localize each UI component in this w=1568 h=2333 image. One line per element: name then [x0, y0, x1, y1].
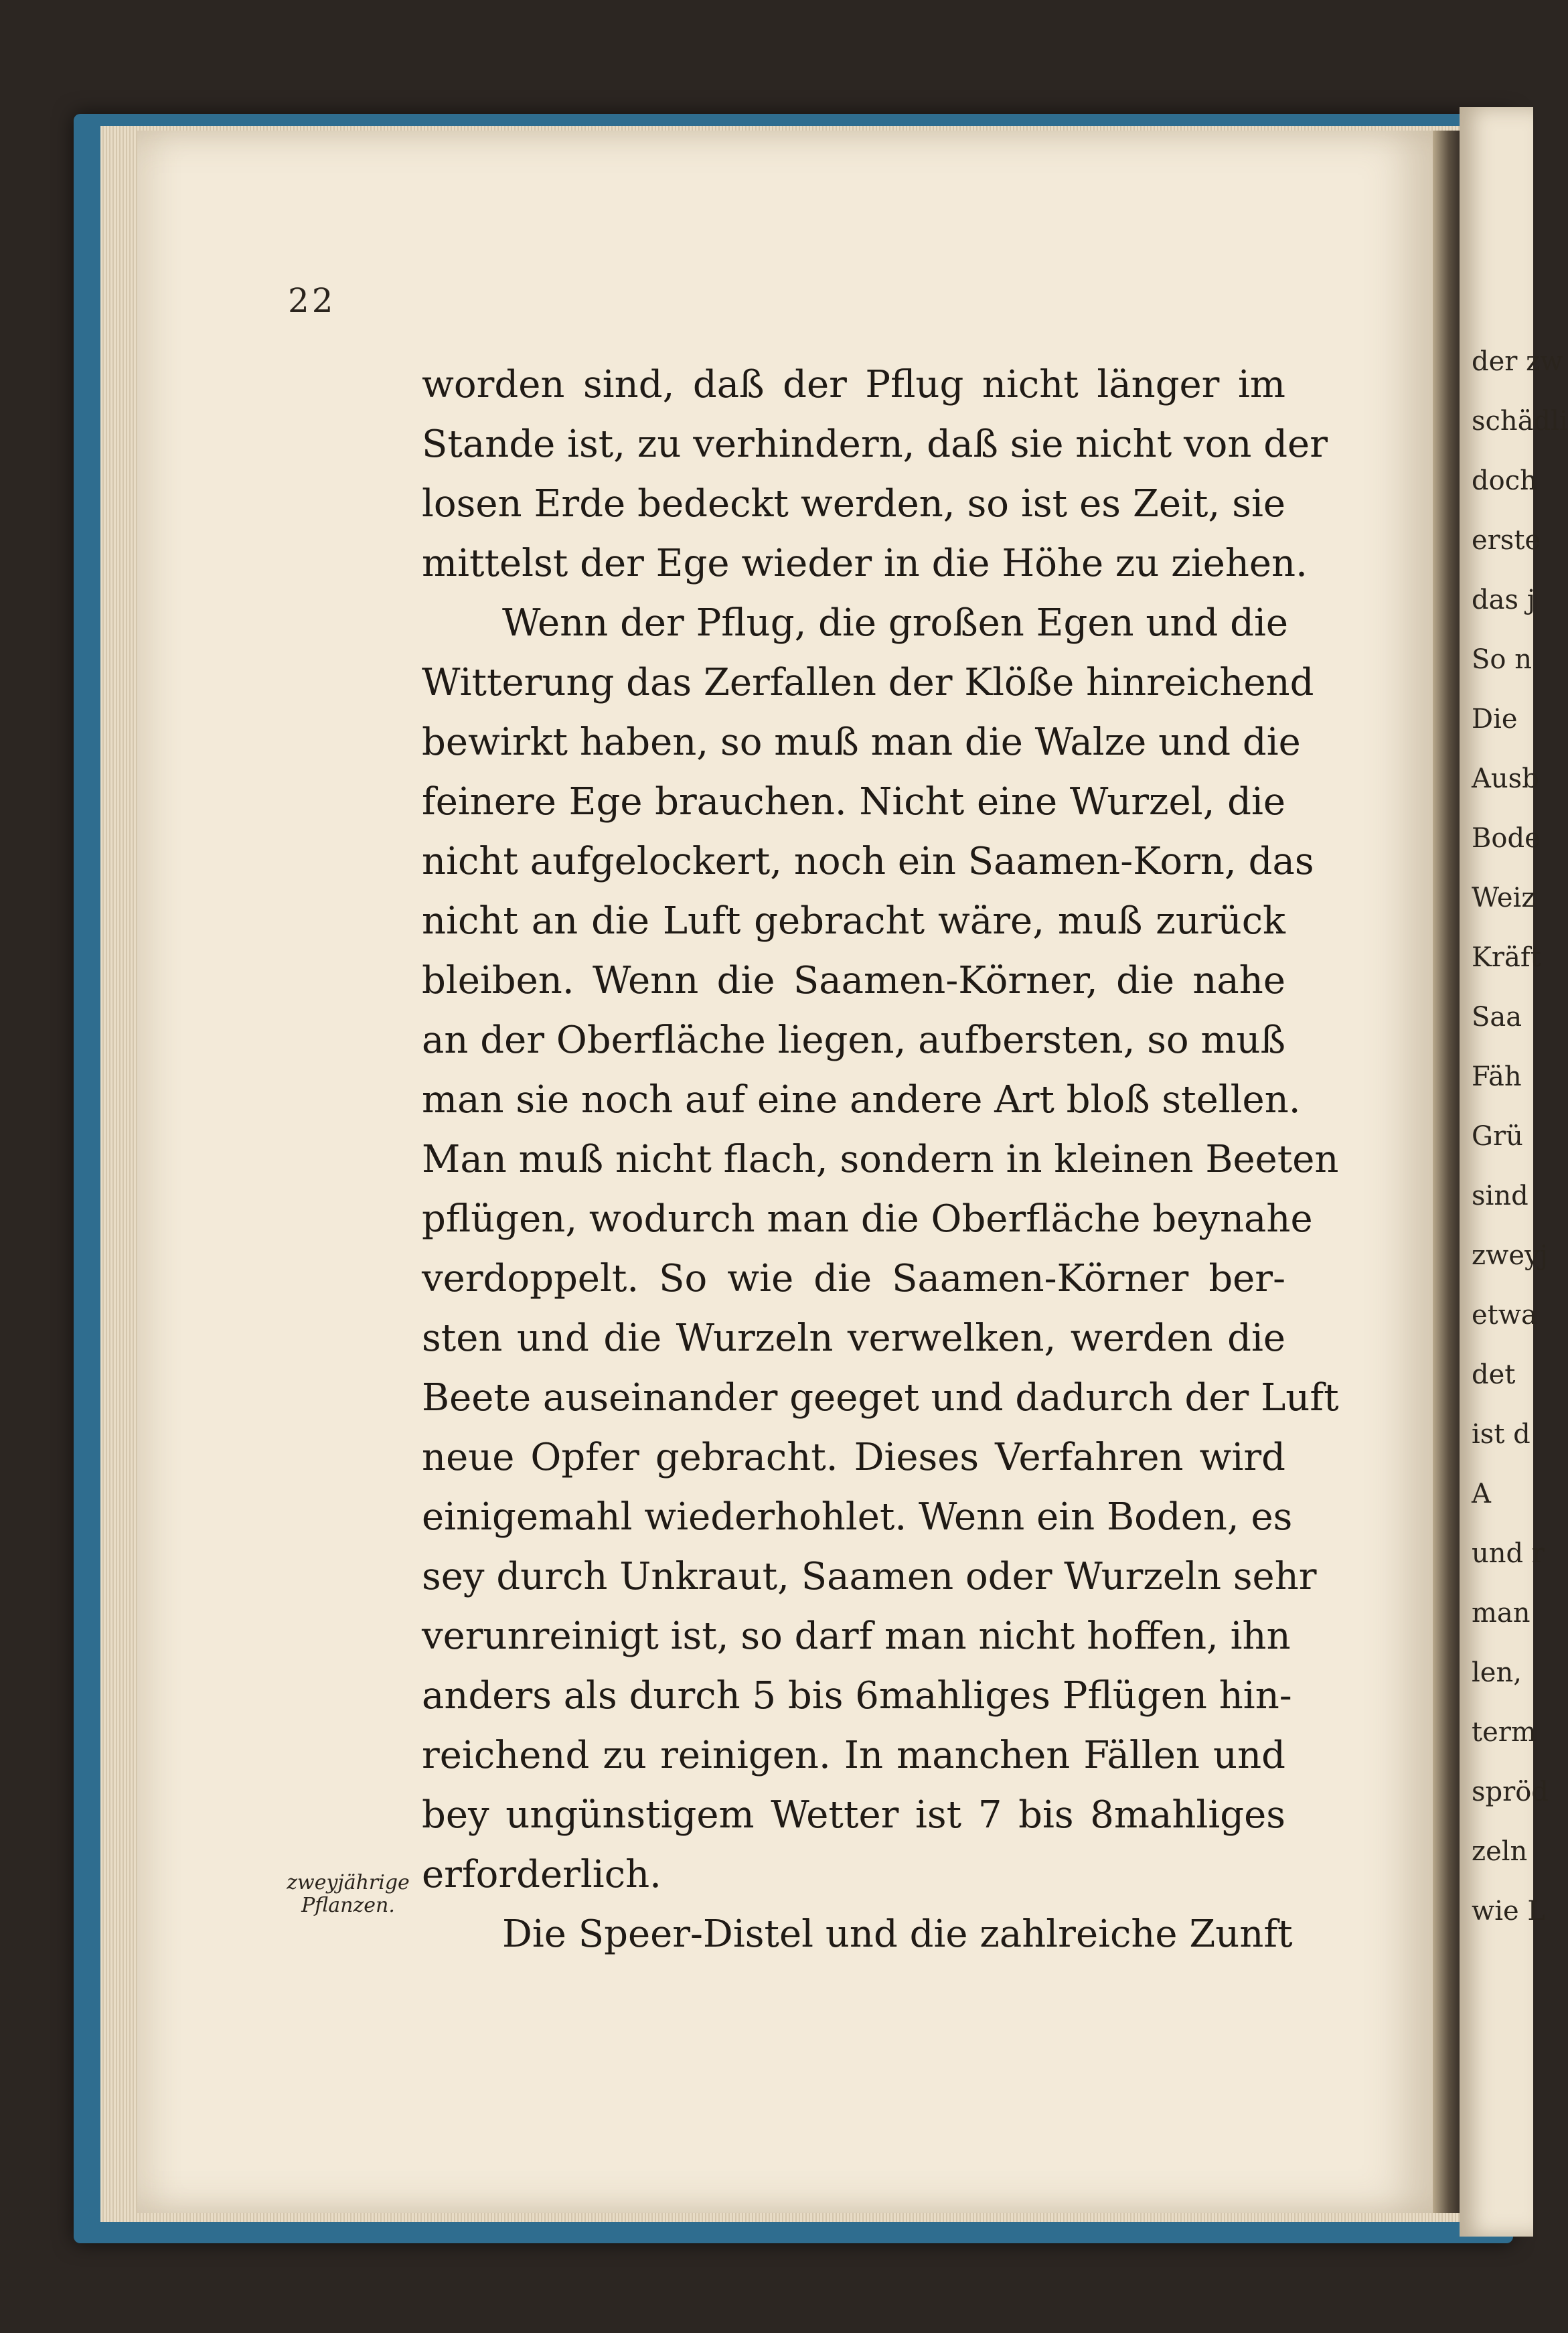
- next-page-fragment: doch: [1472, 465, 1537, 496]
- body-text: [422, 355, 1339, 1964]
- next-page-fragment: das j: [1472, 585, 1536, 615]
- next-page-fragment: der zw: [1472, 346, 1563, 377]
- text-line: reichend zu reinigen. In manchen Fällen und: [422, 1734, 1285, 1777]
- next-page-fragment: sind: [1472, 1181, 1528, 1211]
- next-page-fragment: term: [1472, 1717, 1537, 1748]
- text-line: sey durch Unkraut, Saamen oder Wurzeln sehr: [422, 1555, 1317, 1598]
- next-page-fragment: Ausb: [1472, 763, 1539, 794]
- book-gutter: [1433, 131, 1460, 2213]
- text-line: Stande ist, zu verhindern, daß sie nicht von der: [422, 423, 1328, 466]
- text-line: Die Speer-Distel und die zahlreiche Zunft: [502, 1912, 1293, 1956]
- text-line: nicht an die Luft gebracht wäre, muß zurück: [422, 899, 1285, 943]
- marginal-note-line: Pflanzen.: [301, 1894, 395, 1917]
- page-number: 22: [288, 281, 336, 320]
- next-page-fragment: Bode: [1472, 823, 1541, 854]
- text-line: bey ungünstigem Wetter ist 7 bis 8mahliges: [422, 1793, 1285, 1837]
- next-page-fragment: So n: [1472, 644, 1532, 675]
- text-line: bleiben. Wenn die Saamen-Körner, die nahe: [422, 959, 1285, 1002]
- text-line: mittelst der Ege wieder in die Höhe zu ziehen.: [422, 542, 1308, 585]
- text-line: anders als durch 5 bis 6mahliges Pflügen hin-: [422, 1674, 1292, 1718]
- right-page-fragment: [1460, 107, 1568, 2237]
- text-line: Beete auseinander geeget und dadurch der Luft: [422, 1376, 1339, 1420]
- next-page-fragment: Grü: [1472, 1121, 1523, 1152]
- text-line: sten und die Wurzeln verwelken, werden die: [422, 1316, 1285, 1360]
- text-line: worden sind, daß der Pflug nicht länger im: [422, 363, 1285, 406]
- text-line: neue Opfer gebracht. Dieses Verfahren wird: [422, 1436, 1285, 1479]
- text-line: Man muß nicht flach, sondern in kleinen Beeten: [422, 1138, 1339, 1181]
- text-line: verdoppelt. So wie die Saamen-Körner ber-: [422, 1257, 1285, 1300]
- next-page-fragment: schädli: [1472, 406, 1568, 437]
- marginal-note: [275, 1872, 422, 1917]
- next-page-fragment: Weiz: [1472, 883, 1536, 913]
- text-line: pflügen, wodurch man die Oberfläche beynahe: [422, 1197, 1313, 1241]
- next-page-fragment: det: [1472, 1359, 1516, 1390]
- text-line: Wenn der Pflug, die großen Egen und die: [502, 601, 1289, 645]
- text-line: losen Erde bedeckt werden, so ist es Zeit, sie: [422, 482, 1285, 526]
- next-page-fragment: Fäh: [1472, 1061, 1522, 1092]
- next-page-fragment: Die: [1472, 704, 1518, 735]
- text-line: an der Oberfläche liegen, aufbersten, so muß: [422, 1019, 1286, 1062]
- next-page-fragment: A: [1472, 1479, 1491, 1509]
- text-line: feinere Ege brauchen. Nicht eine Wurzel, die: [422, 780, 1285, 824]
- text-line: verunreinigt ist, so darf man nicht hoffen, ihn: [422, 1614, 1291, 1658]
- next-page-fragment: spröd: [1472, 1777, 1549, 1807]
- text-line: bewirkt haben, so muß man die Walze und die: [422, 721, 1301, 764]
- next-page-fragment: wie L: [1472, 1896, 1545, 1927]
- next-page-fragment: etwa: [1472, 1300, 1537, 1331]
- next-page-fragment: man: [1472, 1598, 1531, 1629]
- next-page-fragment: und r: [1472, 1538, 1545, 1569]
- marginal-note-line: zweyjährige: [287, 1871, 410, 1894]
- next-page-fragment: erste: [1472, 525, 1541, 556]
- next-page-fragment: len,: [1472, 1657, 1522, 1688]
- next-page-fragment: ist d: [1472, 1419, 1531, 1450]
- text-line: Witterung das Zerfallen der Klöße hinreichend: [422, 661, 1314, 704]
- next-page-fragment: zeln: [1472, 1836, 1528, 1867]
- text-line: einigemahl wiederhohlet. Wenn ein Boden, es: [422, 1495, 1293, 1539]
- text-line: erforderlich.: [422, 1853, 661, 1896]
- text-line: nicht aufgelockert, noch ein Saamen-Korn, das: [422, 840, 1314, 883]
- text-line: man sie noch auf eine andere Art bloß stellen.: [422, 1078, 1301, 1122]
- next-page-fragment: zweyj: [1472, 1240, 1548, 1271]
- next-page-fragment: Saa: [1472, 1002, 1522, 1033]
- next-page-fragment: Kräft: [1472, 942, 1541, 973]
